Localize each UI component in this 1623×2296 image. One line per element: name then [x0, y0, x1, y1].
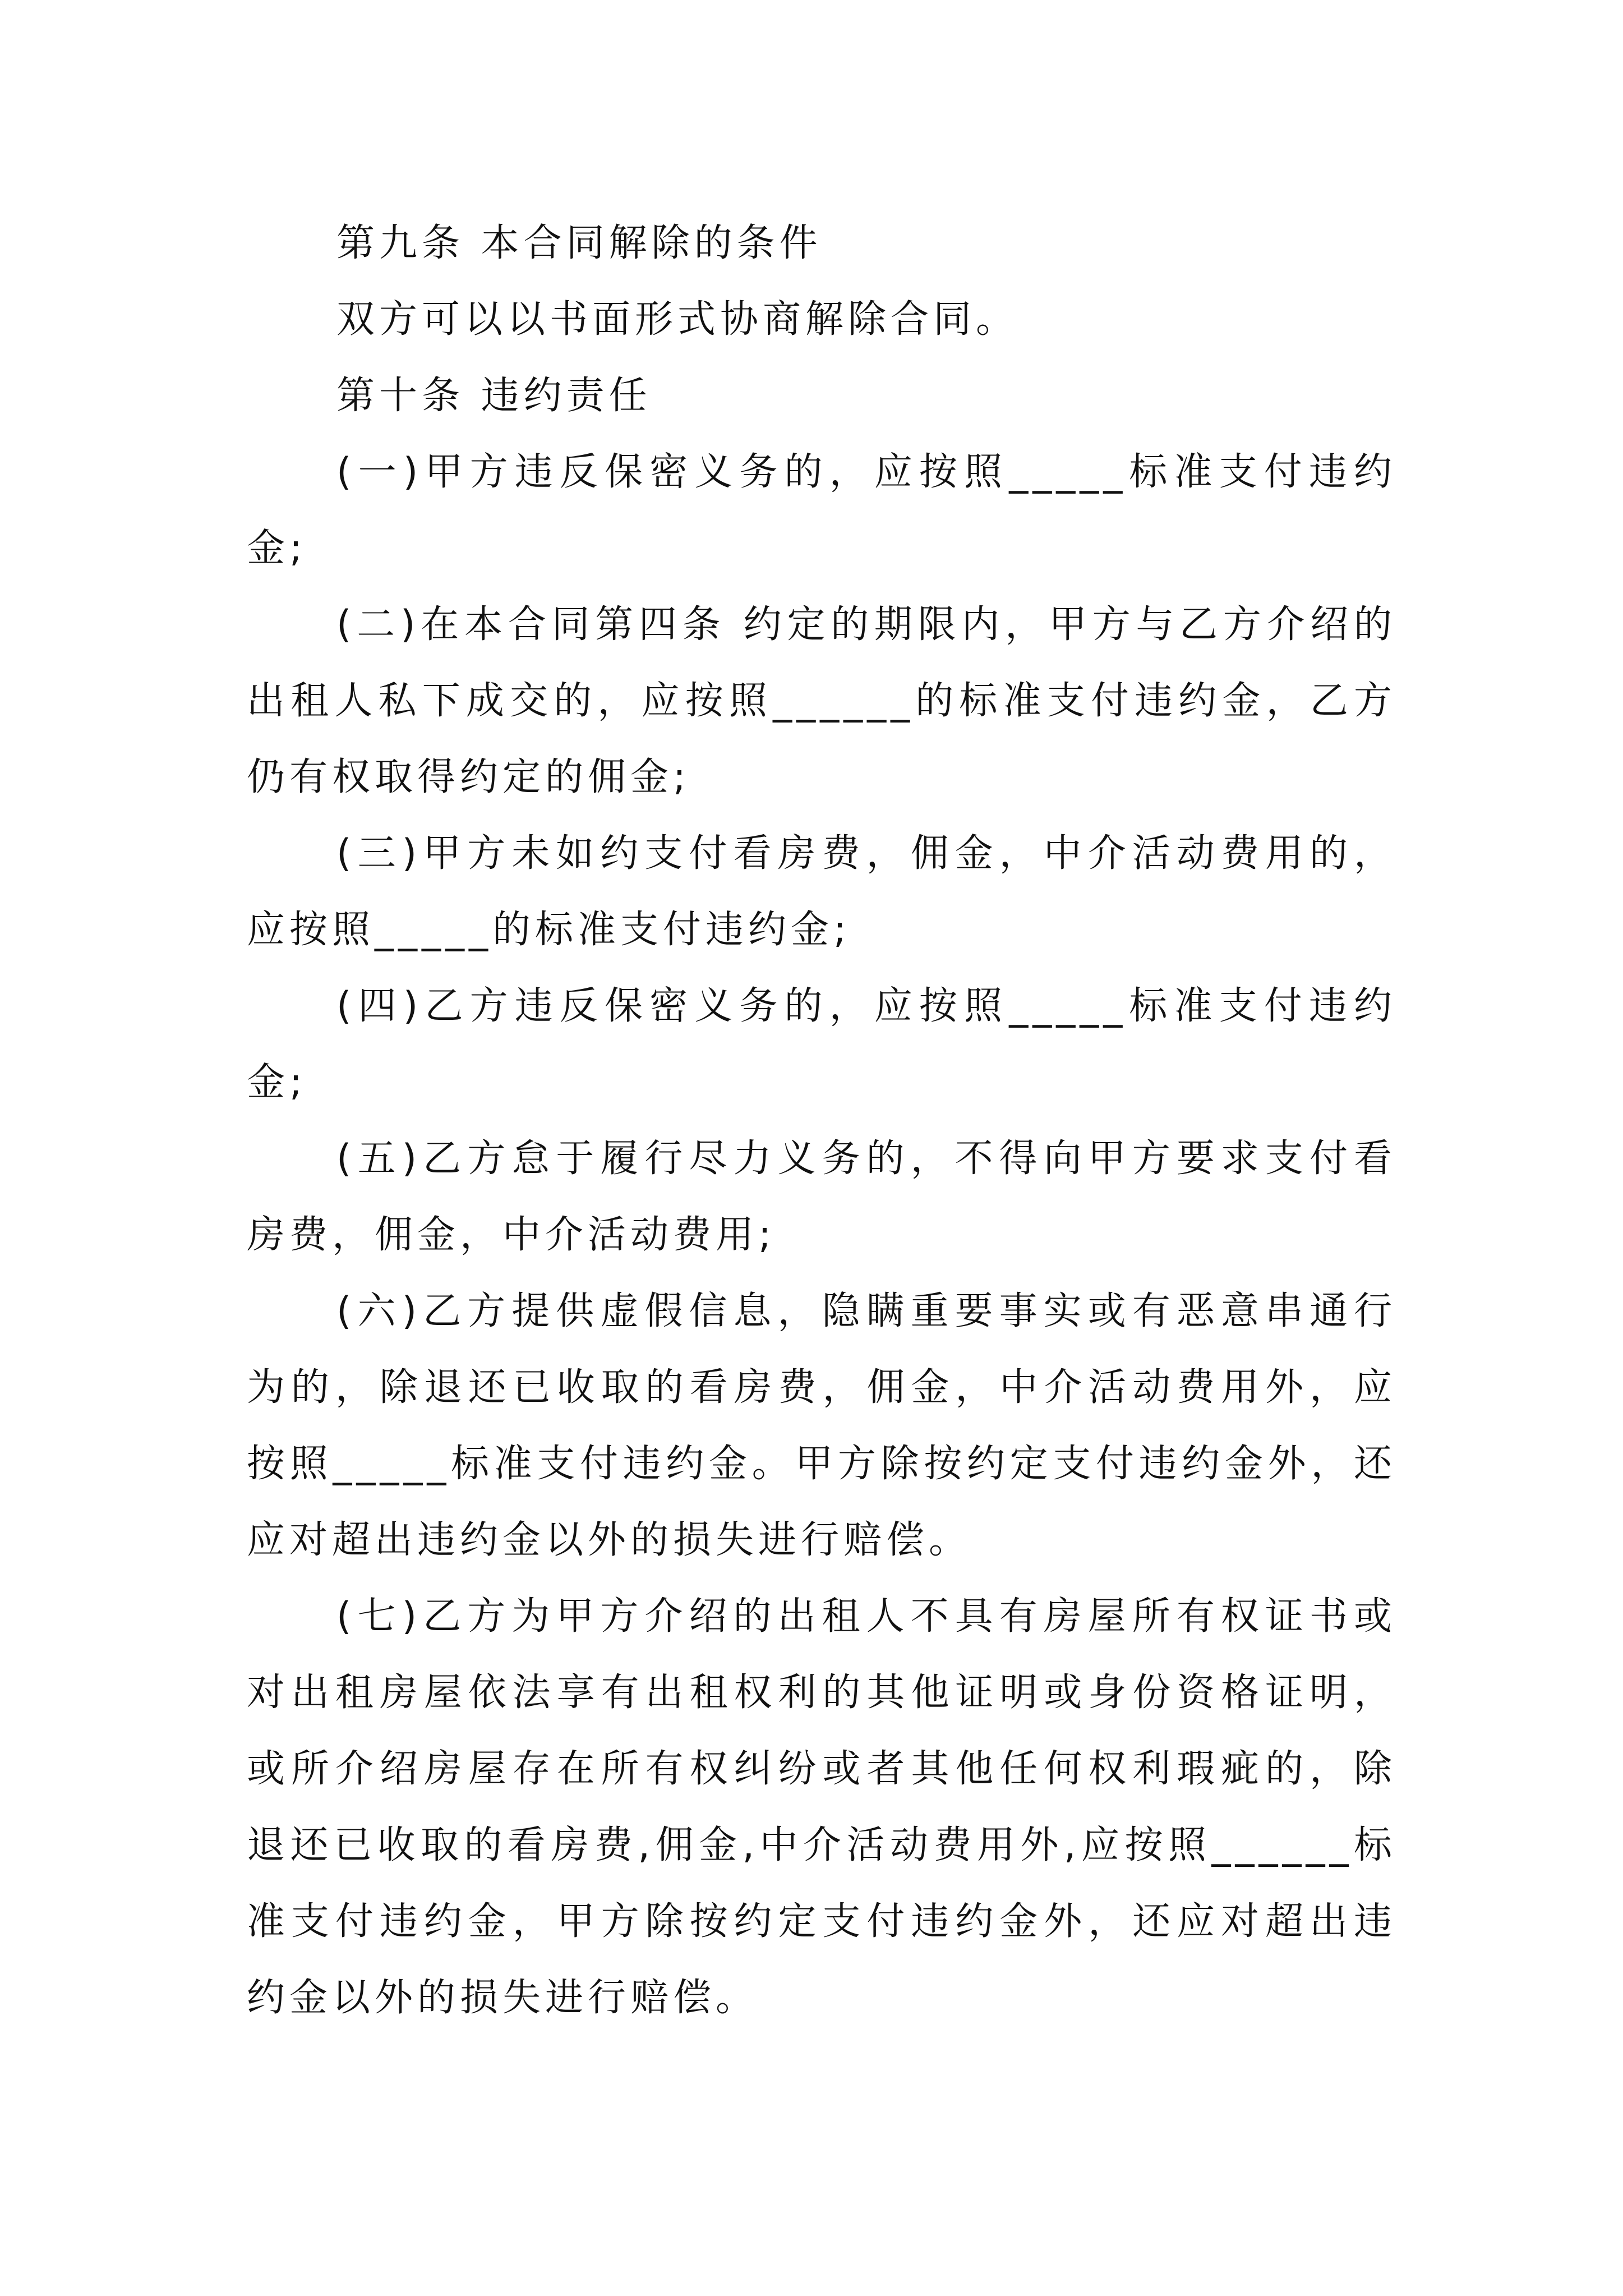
- article-heading-10: 第十条 违约责任: [336, 374, 652, 418]
- paragraph-termination: 双方可以以书面形式协商解除合同。: [336, 297, 1019, 342]
- article-heading-9: 第九条 本合同解除的条件: [336, 221, 822, 265]
- clause-7: (七)乙方为甲方介绍的出租人不具有房屋所有权证书或对出租房屋依法享有出租权利的其他证明或身份资格证明，或所介绍房屋存在所有权纠纷或者其他任何权利瑕疵的，除退还已收取的看房费,佣金,中介活动费用外,应按照______标准支付违约金，甲方除按约定支付违约金外，还应对超出违约金以外的损失进行赔偿。: [247, 1594, 1396, 2020]
- clause-4: (四)乙方违反保密义务的，应按照_____标准支付违约金;: [247, 984, 1396, 1105]
- clause-6: (六)乙方提供虚假信息，隐瞒重要事实或有恶意串通行为的，除退还已收取的看房费，佣金，中介活动费用外，应按照_____标准支付违约金。甲方除按约定支付违约金外，还应对超出违约金以外的损失进行赔偿。: [247, 1289, 1396, 1562]
- clause-5: (五)乙方怠于履行尽力义务的，不得向甲方要求支付看房费，佣金，中介活动费用;: [247, 1137, 1396, 1257]
- document-body: [247, 205, 1396, 2036]
- clause-2: (二)在本合同第四条 约定的期限内，甲方与乙方介绍的出租人私下成交的，应按照______的标准支付违约金，乙方仍有权取得约定的佣金;: [247, 602, 1396, 799]
- clause-1: (一)甲方违反保密义务的，应按照_____标准支付违约金;: [247, 450, 1396, 570]
- clause-3: (三)甲方未如约支付看房费，佣金，中介活动费用的，应按照_____的标准支付违约金;: [247, 831, 1396, 952]
